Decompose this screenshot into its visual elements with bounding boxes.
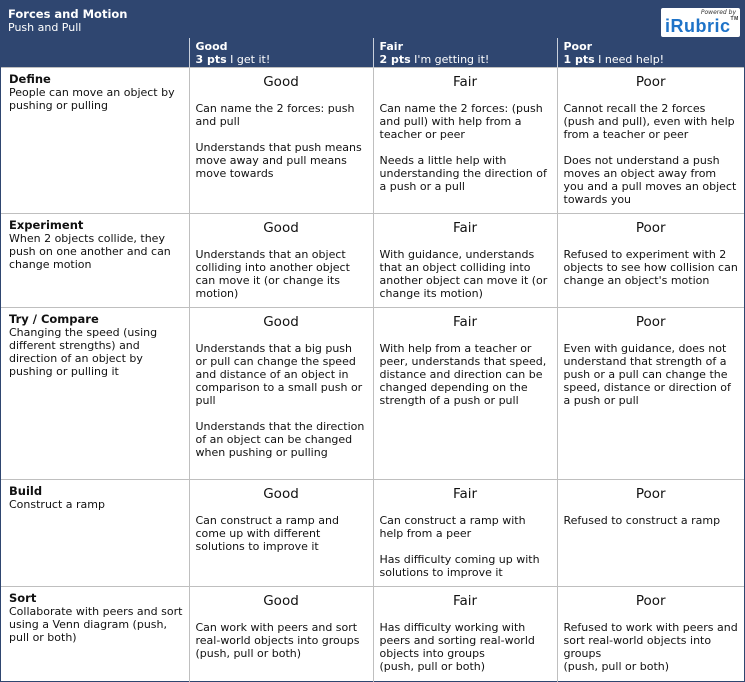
score-cell[interactable]: [557, 587, 744, 682]
cell-description: Understands that a big push or pull can change the speed and distance of an object in comparison to a small push or pull: [195, 342, 363, 407]
criterion-name: Sort: [9, 591, 37, 605]
criterion-row: [1, 68, 744, 214]
cell-level-label: Poor: [635, 314, 666, 330]
irubric-logo[interactable]: [661, 8, 740, 37]
score-cell[interactable]: [373, 480, 557, 587]
cell-level-label: Fair: [452, 74, 478, 90]
score-cell[interactable]: [373, 214, 557, 308]
cell-description: Refused to work with peers and sort real-world objects into groups (push, pull or both): [563, 621, 738, 673]
level-points: 3 pts: [195, 53, 227, 66]
logo-powered-by: Powered by: [700, 9, 736, 16]
score-cell[interactable]: [373, 68, 557, 214]
rubric-body: [1, 68, 744, 682]
level-name: Good: [195, 40, 228, 53]
cell-description: With help from a teacher or peer, understands that speed, distance and direction can be changed depending on the strength of a push or pull: [379, 342, 547, 407]
level-header-poor: [557, 38, 744, 68]
criterion-cell: [1, 587, 189, 682]
level-note: I need help!: [598, 53, 665, 66]
cell-description: Has difficulty coming up with solutions to improve it: [379, 553, 540, 579]
score-cell[interactable]: [557, 68, 744, 214]
cell-description: Understands that push means move away and pull means move towards: [195, 141, 362, 180]
criterion-description: People can move an object by pushing or pulling: [9, 86, 175, 112]
score-cell[interactable]: [557, 480, 744, 587]
rubric-title: Forces and Motion: [8, 7, 128, 21]
cell-description: Even with guidance, does not understand that strength of a push or a pull can change the speed, distance or direction of a push or pull: [563, 342, 731, 407]
score-cell[interactable]: [557, 308, 744, 480]
cell-level-label: Good: [263, 593, 299, 609]
level-points: 2 pts: [379, 53, 411, 66]
cell-level-label: Fair: [452, 314, 478, 330]
level-note: I get it!: [230, 53, 271, 66]
level-name: Poor: [563, 40, 593, 53]
cell-level-label: Poor: [635, 220, 666, 236]
score-cell[interactable]: [373, 587, 557, 682]
criterion-cell: [1, 68, 189, 214]
criteria-header-cell: [1, 38, 189, 68]
cell-description: Can name the 2 forces: push and pull: [195, 102, 355, 128]
score-cell[interactable]: [189, 480, 373, 587]
level-header-good: [189, 38, 373, 68]
level-header-fair: [373, 38, 557, 68]
level-name: Fair: [379, 40, 403, 53]
cell-level-label: Fair: [452, 593, 478, 609]
score-cell[interactable]: [557, 214, 744, 308]
score-cell[interactable]: [189, 68, 373, 214]
score-cell[interactable]: [189, 214, 373, 308]
level-header-row: [1, 38, 744, 68]
cell-level-label: Poor: [635, 74, 666, 90]
cell-level-label: Fair: [452, 486, 478, 502]
rubric-table: [1, 38, 744, 682]
criterion-name: Build: [9, 484, 43, 498]
cell-description: Cannot recall the 2 forces (push and pull), even with help from a teacher or peer: [563, 102, 735, 141]
score-cell[interactable]: [373, 308, 557, 480]
cell-description: Has difficulty working with peers and sorting real-world objects into groups (push, pull or both): [379, 621, 535, 673]
rubric-banner: [1, 1, 744, 38]
cell-level-label: Good: [263, 74, 299, 90]
score-cell[interactable]: [189, 587, 373, 682]
criterion-row: [1, 308, 744, 480]
cell-description: Refused to experiment with 2 objects to see how collision can change an object's motion: [563, 248, 738, 287]
cell-description: Can construct a ramp with help from a peer: [379, 514, 526, 540]
cell-level-label: Poor: [635, 593, 666, 609]
cell-level-label: Good: [263, 486, 299, 502]
criterion-description: Collaborate with peers and sort using a Venn diagram (push, pull or both): [9, 605, 183, 644]
criterion-description: Construct a ramp: [9, 498, 105, 511]
cell-level-label: Good: [263, 220, 299, 236]
cell-description: Can construct a ramp and come up with different solutions to improve it: [195, 514, 339, 553]
cell-level-label: Poor: [635, 486, 666, 502]
cell-description: Refused to construct a ramp: [563, 514, 721, 527]
cell-description: Understands that an object colliding into another object can move it (or change its motion): [195, 248, 350, 300]
criterion-row: [1, 480, 744, 587]
criterion-cell: [1, 308, 189, 480]
criterion-row: [1, 214, 744, 308]
criterion-name: Try / Compare: [9, 312, 99, 326]
rubric-subtitle: Push and Pull: [8, 21, 82, 34]
cell-level-label: Fair: [452, 220, 478, 236]
level-note: I'm getting it!: [414, 53, 490, 66]
cell-level-label: Good: [263, 314, 299, 330]
criterion-cell: [1, 480, 189, 587]
score-cell[interactable]: [189, 308, 373, 480]
cell-description: Understands that the direction of an object can be changed when pushing or pulling: [195, 420, 365, 459]
cell-description: Can work with peers and sort real-world objects into groups (push, pull or both): [195, 621, 360, 660]
cell-description: With guidance, understands that an object colliding into another object can move it (or change its motion): [379, 248, 548, 300]
level-points: 1 pts: [563, 53, 595, 66]
cell-description: Can name the 2 forces: (push and pull) with help from a teacher or peer: [379, 102, 543, 141]
criterion-name: Define: [9, 72, 51, 86]
criterion-row: [1, 587, 744, 682]
criterion-description: Changing the speed (using different strengths) and direction of an object by pushing or pulling it: [9, 326, 158, 378]
logo-brand: iRubric™: [665, 16, 739, 36]
criterion-cell: [1, 214, 189, 308]
criterion-description: When 2 objects collide, they push on one another and can change motion: [9, 232, 171, 271]
cell-description: Needs a little help with understanding the direction of a push or a pull: [379, 154, 547, 193]
criterion-name: Experiment: [9, 218, 84, 232]
cell-description: Does not understand a push moves an object away from you and a pull moves an object towards you: [563, 154, 737, 206]
